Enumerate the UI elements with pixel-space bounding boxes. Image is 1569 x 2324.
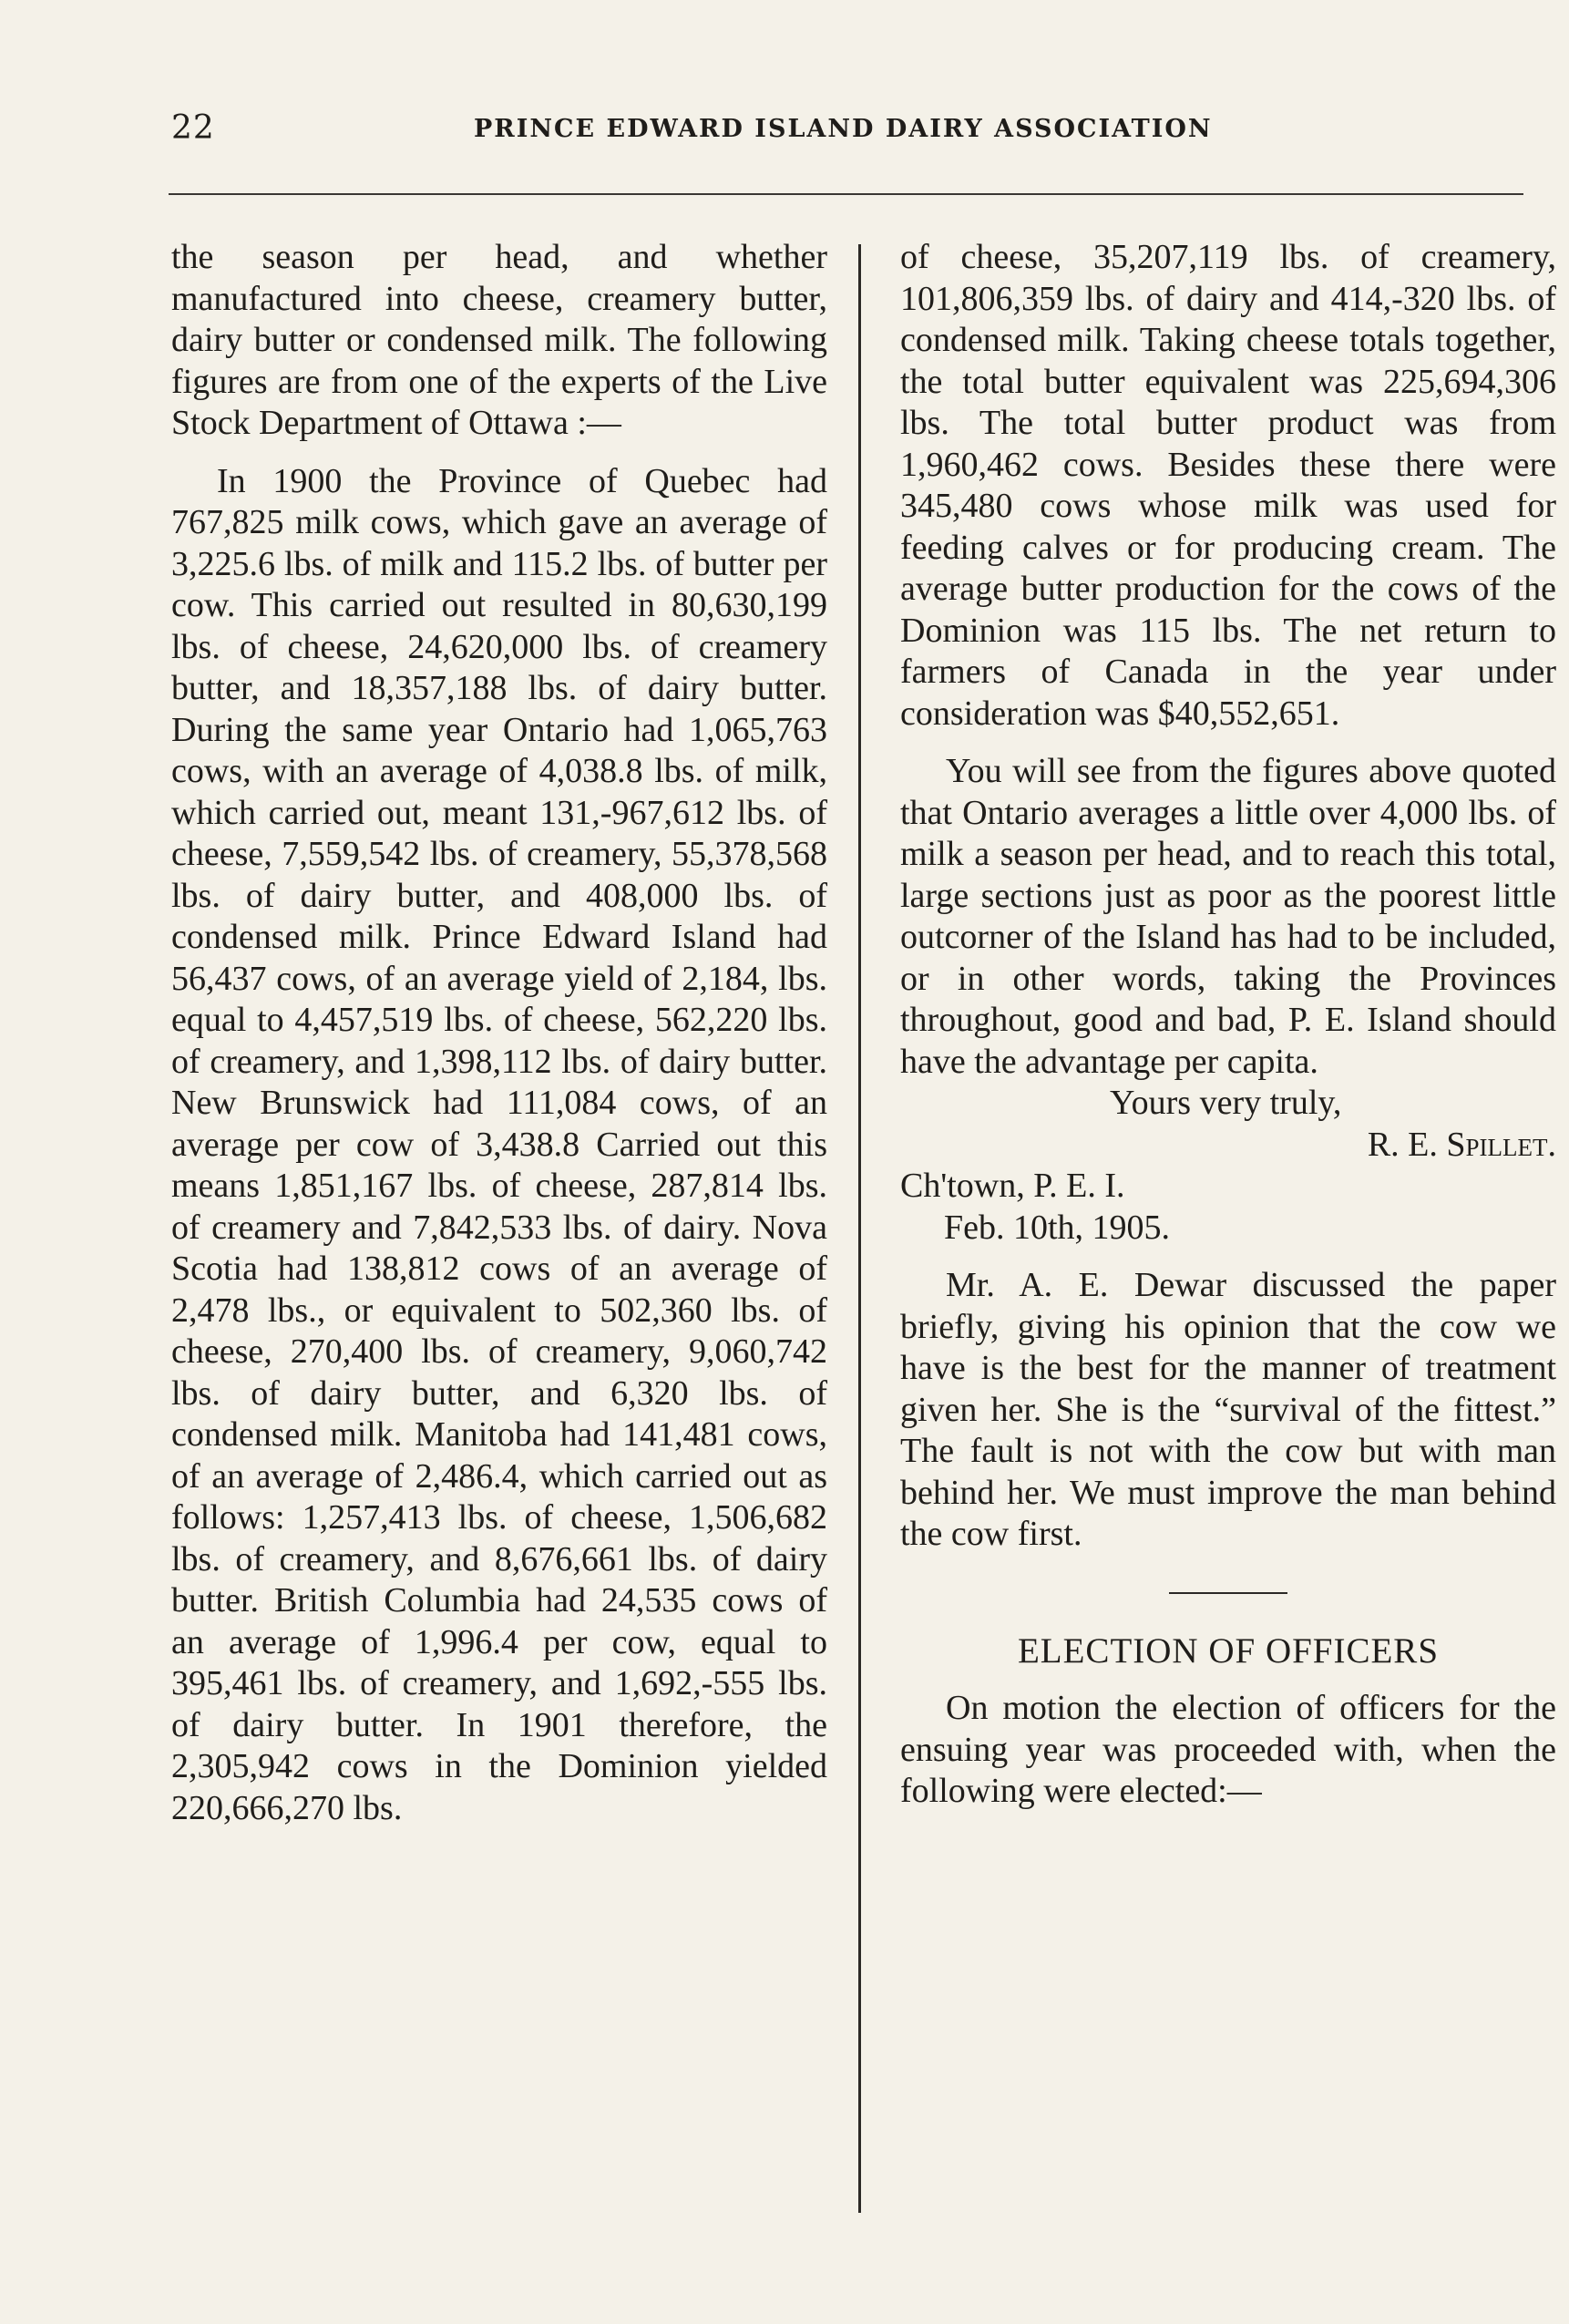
letter-place: Ch'town, P. E. I. [900,1167,1125,1205]
header-rule [169,193,1523,195]
section-heading: ELECTION OF OFFICERS [1017,1630,1440,1671]
letter-date: Feb. 10th, 1905. [944,1208,1171,1247]
paragraph: On motion the election of officers for the ensuing year was proceeded with, when the following were elected:— [900,1689,1556,1810]
running-title: PRINCE EDWARD ISLAND DAIRY ASSOCIATION [474,115,1213,143]
page-number: 22 [171,109,215,147]
paragraph: Mr. A. E. Dewar discussed the paper briefly, giving his opinion that the cow we have is the best for the manner of treatment given her. She is the “survival of the fittest.” The fault is not with the cow but with man behind her. We must improve the man behind the cow first. [900,1266,1556,1553]
right-column [900,237,1556,1813]
letter-closing: Yours very truly, [1110,1084,1342,1122]
column-divider [858,244,861,2213]
page-header [0,109,1569,164]
letter-signature: R. E. Spillet. [1367,1125,1556,1164]
paragraph: of cheese, 35,207,119 lbs. of creamery, 101,806,359 lbs. of dairy and 414,-320 lbs. of condensed milk. Taking cheese totals together, the total butter equivalent was 225,694,306 lbs. The total butter product was from 1,960,462 cows. Besides these there were 345,480 cows whose milk was used for feeding calves or for producing cream. The average butter production for the cows of the Dominion was 115 lbs. The net return to farmers of Canada in the year under consideration was $40,552,651. [900,238,1556,733]
paragraph: You will see from the figures above quoted that Ontario averages a little over 4,000 lbs. of milk a season per head, and to reach this total, large sections just as poor as the poorest little outcorner of the Island has had to be included, or in other words, taking the Provinces throughout, good and bad, P. E. Island should have the advantage per capita. [900,752,1556,1081]
paragraph: In 1900 the Province of Quebec had 767,825 milk cows, which gave an average of 3,225.6 lbs. of milk and 115.2 lbs. of butter per cow. This carried out resulted in 80,630,199 lbs. of cheese, 24,620,000 lbs. of creamery butter, and 18,357,188 lbs. of dairy butter. During the same year Ontario had 1,065,763 cows, with an average of 4,038.8 lbs. of milk, which carried out, meant 131,-967,612 lbs. of cheese, 7,559,542 lbs. of creamery, 55,378,568 lbs. of dairy butter, and 408,000 lbs. of condensed milk. Prince Edward Island had 56,437 cows, of an average yield of 2,184, lbs. equal to 4,457,519 lbs. of cheese, 562,220 lbs. of creamery, and 1,398,112 lbs. of dairy butter. New Brunswick had 111,084 cows, of an average per cow of 3,438.8 Carried out this means 1,851,167 lbs. of cheese, 287,814 lbs. of creamery and 7,842,533 lbs. of dairy. Nova Scotia had 138,812 cows of an average of 2,478 lbs., or equivalent to 502,360 lbs. of cheese, 270,400 lbs. of creamery, 9,060,742 lbs. of dairy butter, and 6,320 lbs. of condensed milk. Manitoba had 141,481 cows, of an average of 2,486.4, which carried out as follows: 1,257,413 lbs. of cheese, 1,506,682 lbs. of creamery, and 8,676,661 lbs. of dairy butter. British Columbia had 24,535 cows of an average of 1,996.4 per cow, equal to 395,461 lbs. of creamery, and 1,692,-555 lbs. of dairy butter. In 1901 therefore, the 2,305,942 cows in the Dominion yielded 220,666,270 lbs. [171,461,827,1827]
paragraph: the season per head, and whether manufactured into cheese, creamery butter, dairy butter or condensed milk. The following figures are from one of the experts of the Live Stock Department of Ottawa :— [171,238,827,442]
left-column [171,237,827,1829]
